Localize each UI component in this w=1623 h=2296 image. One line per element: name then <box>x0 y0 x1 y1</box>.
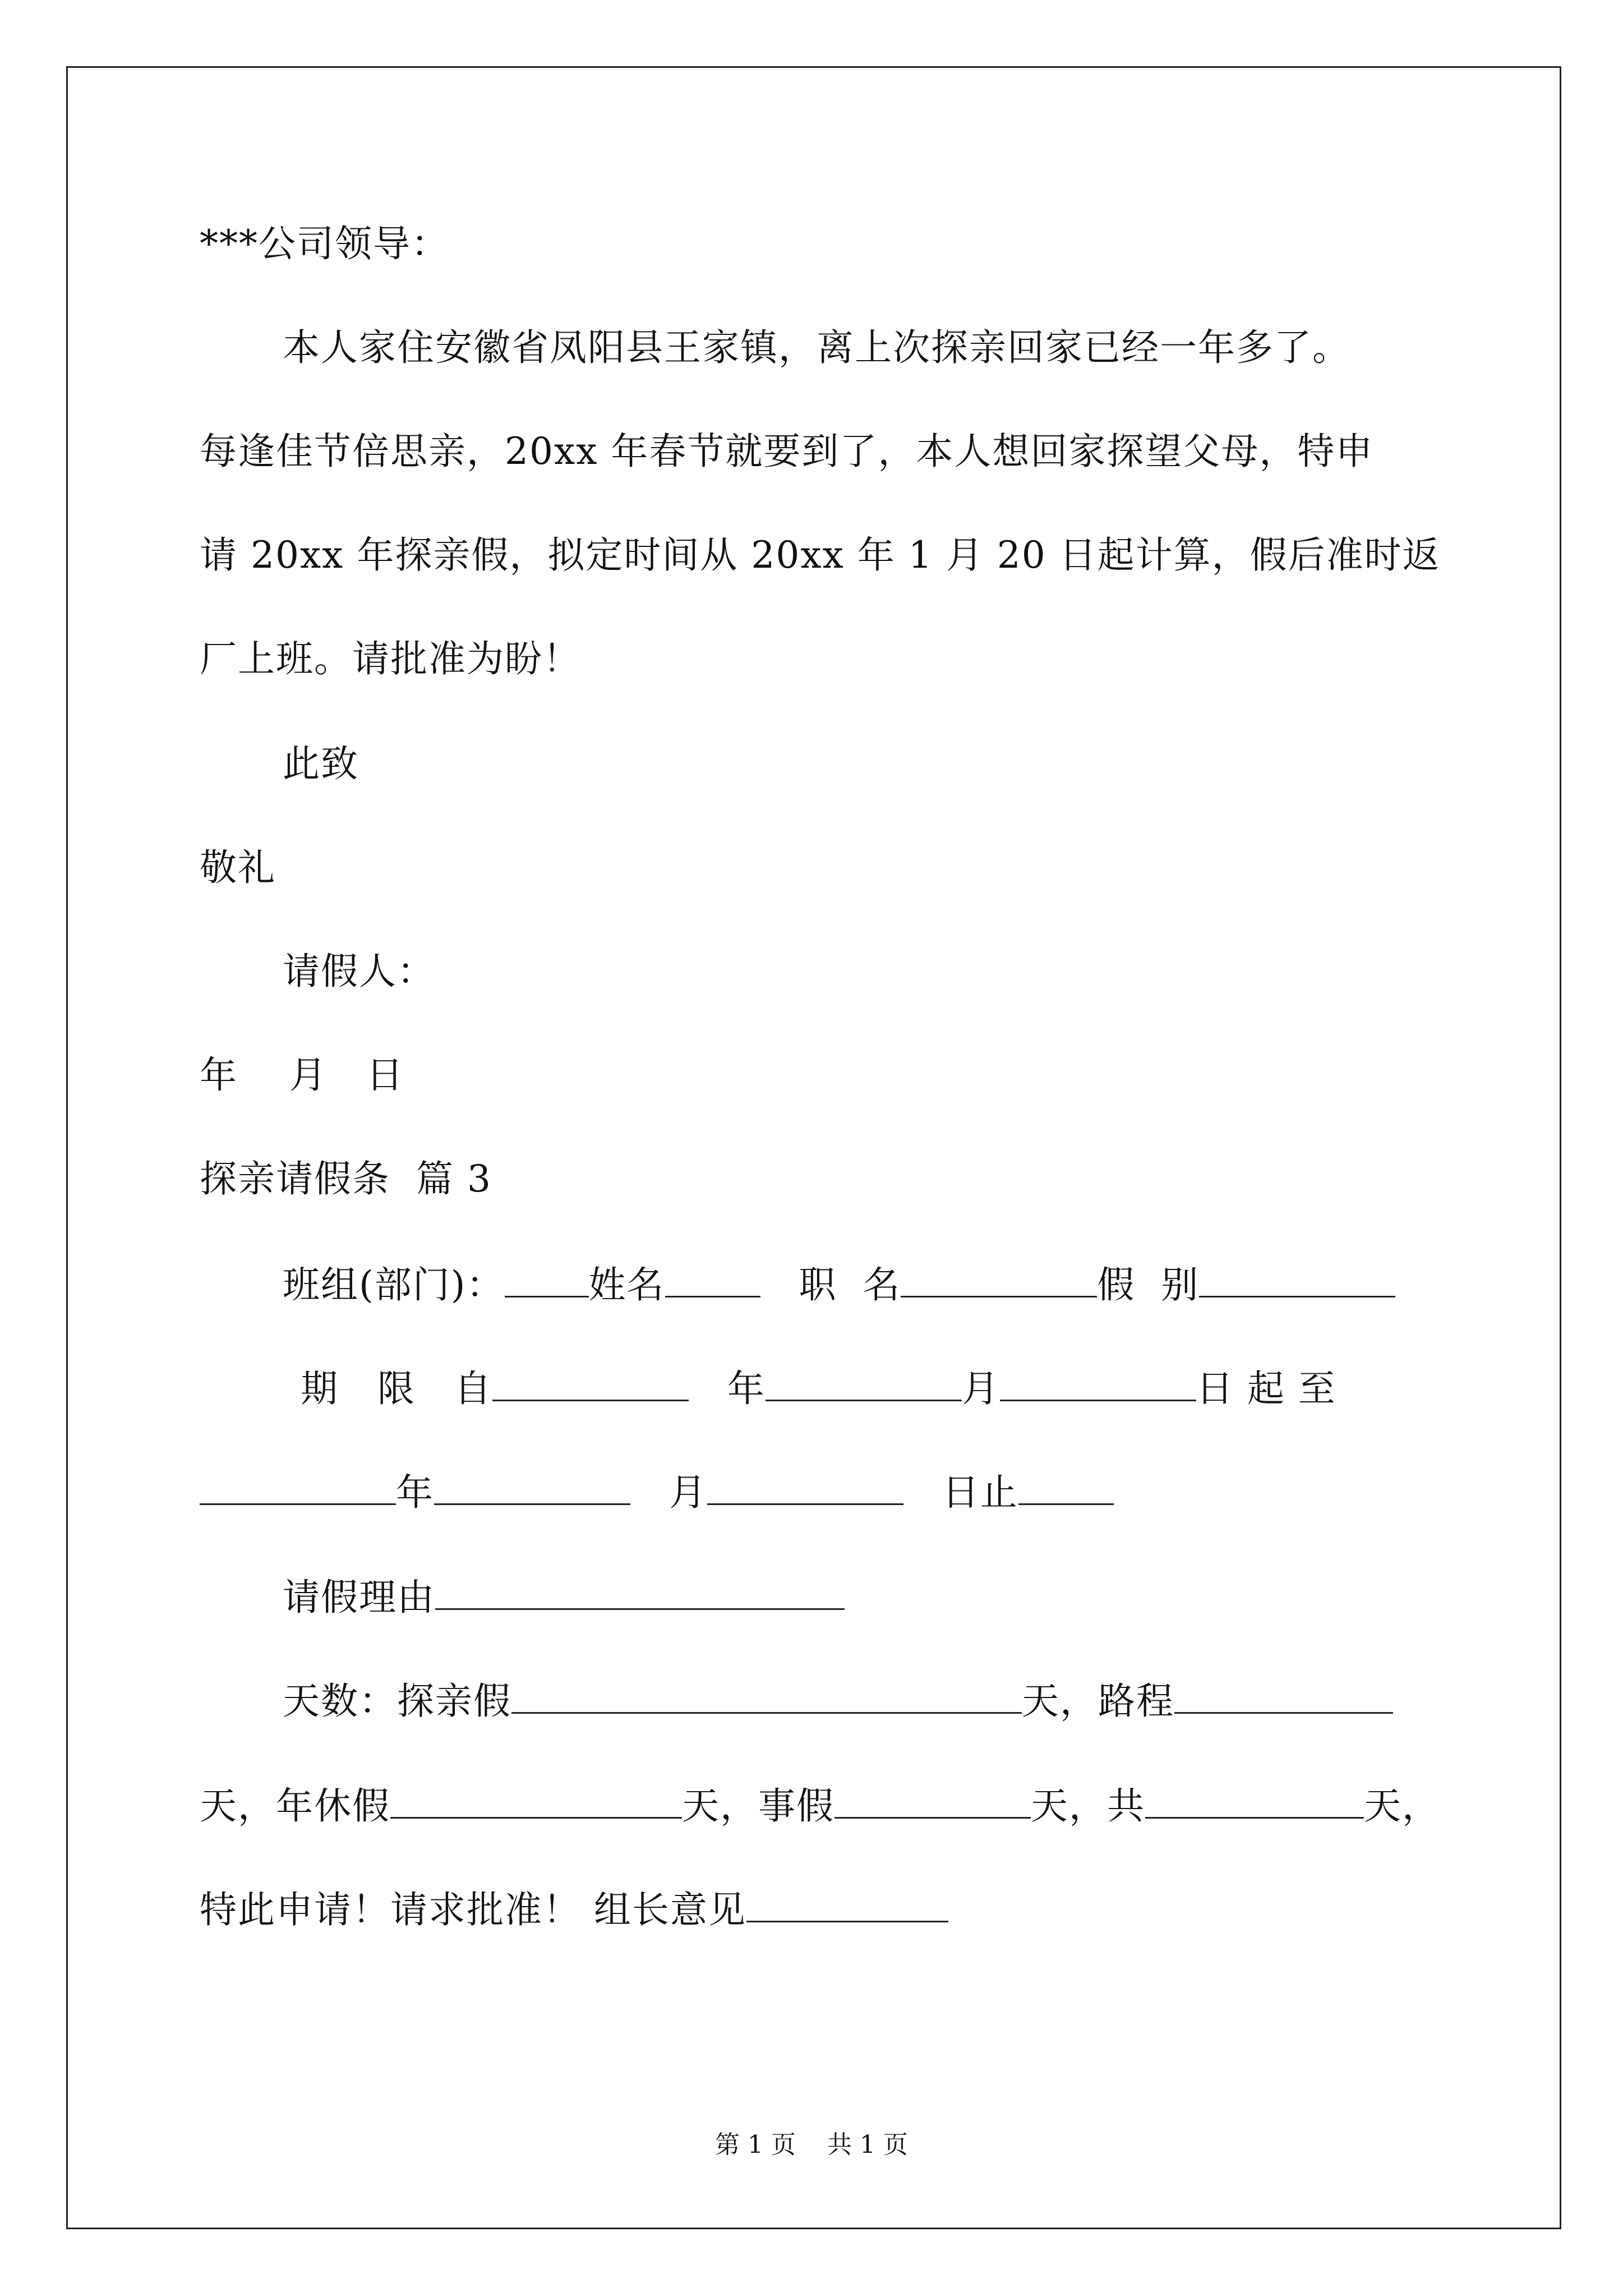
to-month-blank[interactable] <box>434 1469 630 1505</box>
annual-leave-label: 天，年休假 <box>200 1784 390 1828</box>
leave-type-label: 假 别 <box>1097 1263 1200 1306</box>
days-label: 天数：探亲假 <box>283 1680 511 1723</box>
from-day-blank[interactable] <box>1000 1365 1196 1401</box>
year-label: 年 <box>727 1367 766 1410</box>
total-label: 天，共 <box>1031 1784 1145 1828</box>
leader-opinion-blank[interactable] <box>746 1886 948 1922</box>
position-blank[interactable] <box>901 1261 1097 1297</box>
form-row-request <box>200 1886 948 1932</box>
to-day-blank[interactable] <box>707 1469 903 1505</box>
form-row-period <box>301 1365 1336 1411</box>
form-row-reason <box>283 1573 845 1620</box>
annual-leave-blank[interactable] <box>390 1782 682 1819</box>
position-label: 职 名 <box>799 1263 901 1306</box>
year2-label: 年 <box>396 1471 434 1514</box>
to-year-blank[interactable] <box>200 1469 396 1505</box>
team-blank[interactable] <box>505 1261 589 1297</box>
reason-blank[interactable] <box>435 1573 845 1610</box>
reason-label: 请假理由 <box>283 1576 435 1619</box>
paragraph-line-3: 请 20xx 年探亲假，拟定时间从 20xx 年 1 月 20 日起计算，假后准时返 <box>200 533 1441 577</box>
family-leave-days-blank[interactable] <box>511 1677 1022 1714</box>
leave-type-blank[interactable] <box>1199 1261 1395 1297</box>
day-unit-end: 天， <box>1364 1784 1440 1828</box>
from-year-blank[interactable] <box>492 1365 689 1401</box>
team-label: 班组(部门)： <box>283 1263 505 1306</box>
form-row-team <box>283 1261 1395 1308</box>
closing-jing-li: 敬礼 <box>200 846 276 889</box>
day-to-blank[interactable] <box>1018 1469 1114 1505</box>
applicant-label: 请假人： <box>283 950 435 993</box>
paragraph-line-2: 每逢佳节倍思亲，20xx 年春节就要到了，本人想回家探望父母，特申 <box>200 430 1374 473</box>
date-label: 年 月 日 <box>200 1053 404 1097</box>
page-footer: 第 1 页 共 1 页 <box>715 2131 908 2159</box>
form-row-days <box>283 1677 1393 1724</box>
paragraph-line-1: 本人家住安徽省凤阳县王家镇，离上次探亲回家已经一年多了。 <box>283 326 1350 369</box>
section-title: 探亲请假条 篇 3 <box>200 1157 492 1200</box>
from-month-blank[interactable] <box>766 1365 962 1401</box>
travel-days-blank[interactable] <box>1174 1677 1393 1714</box>
total-days-blank[interactable] <box>1145 1782 1364 1819</box>
personal-leave-blank[interactable] <box>834 1782 1031 1819</box>
month2-label: 月 <box>668 1471 707 1514</box>
personal-leave-label: 天，事假 <box>682 1784 834 1828</box>
name-blank[interactable] <box>665 1261 760 1297</box>
travel-label: 天，路程 <box>1022 1680 1174 1723</box>
name-label: 姓名 <box>588 1263 665 1306</box>
form-row-period-end <box>200 1469 1114 1515</box>
period-label: 期 限 自 <box>301 1367 492 1410</box>
request-text: 特此申请！请求批准！ 组长意见 <box>200 1888 746 1931</box>
closing-ci-zhi: 此致 <box>283 742 359 785</box>
salutation: ***公司领导： <box>200 222 449 265</box>
paragraph-line-4: 厂上班。请批准为盼！ <box>200 637 581 680</box>
day-to-label: 日止 <box>942 1471 1018 1514</box>
day-from-label: 日 起 至 <box>1196 1367 1336 1410</box>
month-label: 月 <box>961 1367 1000 1410</box>
form-row-days-cont <box>200 1782 1440 1829</box>
